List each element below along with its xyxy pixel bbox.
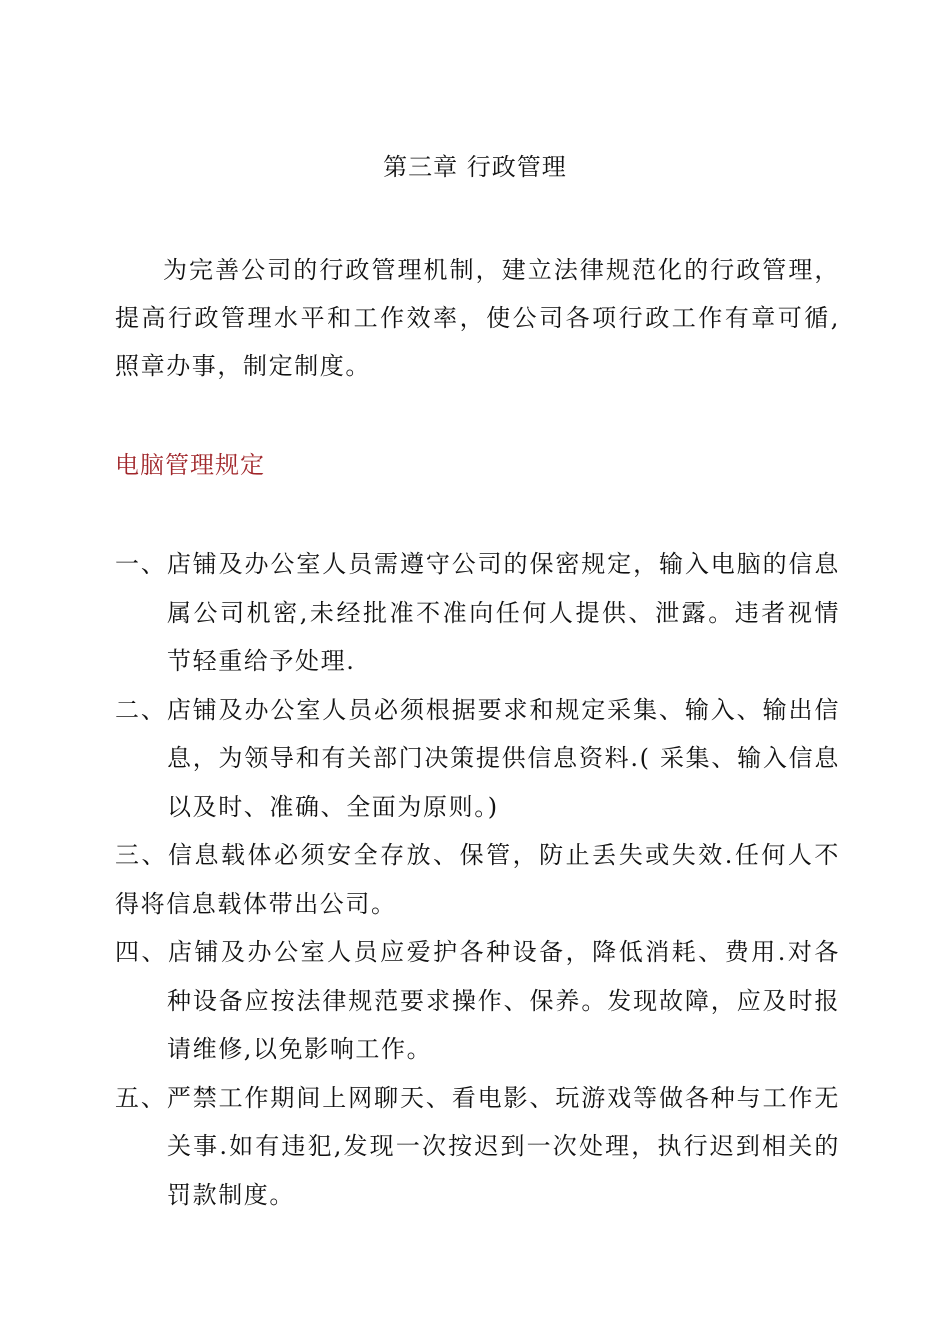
- rule-text: 严禁工作期间上网聊天、看电影、玩游戏等做各种与工作无关事.如有违犯,发现一次按迟到一次处理，执行迟到相关的罚款制度。: [166, 1083, 840, 1209]
- rule-text: 店铺及办公室人员应爱护各种设备，降低消耗、费用.对各种设备应按法律规范要求操作、保养。发现故障，应及时报请维修,以免影响工作。: [167, 938, 841, 1063]
- rule-text: 店铺及办公室人员必须根据要求和规定采集、输入、输出信息，为领导和有关部门决策提供信息资料.( 采集、输入信息以及时、准确、全面为原则。): [166, 695, 840, 821]
- rule-number: 三、: [115, 841, 169, 869]
- rule-item-3: [115, 831, 840, 928]
- rule-number: 一、: [115, 550, 167, 578]
- rule-item-1: [115, 540, 840, 686]
- rule-number: 四、: [115, 938, 169, 966]
- rule-item-4: [115, 928, 840, 1074]
- chapter-title: 第三章 行政管理: [383, 153, 567, 181]
- section-heading: 电脑管理规定: [115, 451, 265, 479]
- rule-item-5: [115, 1074, 840, 1220]
- intro-paragraph: 为完善公司的行政管理机制，建立法律规范化的行政管理，提高行政管理水平和工作效率，使公司各项行政工作有章可循,照章办事，制定制度。: [115, 256, 840, 380]
- rule-item-2: [115, 686, 840, 832]
- rule-number: 二、: [115, 695, 167, 724]
- rule-text: 信息载体必须安全存放、保管，防止丢失或失效.任何人不得将信息载体带出公司。: [115, 841, 841, 918]
- rule-text: 店铺及办公室人员需遵守公司的保密规定，输入电脑的信息属公司机密,未经批准不准向任何人提供、泄露。违者视情节轻重给予处理.: [166, 550, 840, 675]
- rule-number: 五、: [115, 1083, 167, 1112]
- rules-list: [115, 540, 840, 1219]
